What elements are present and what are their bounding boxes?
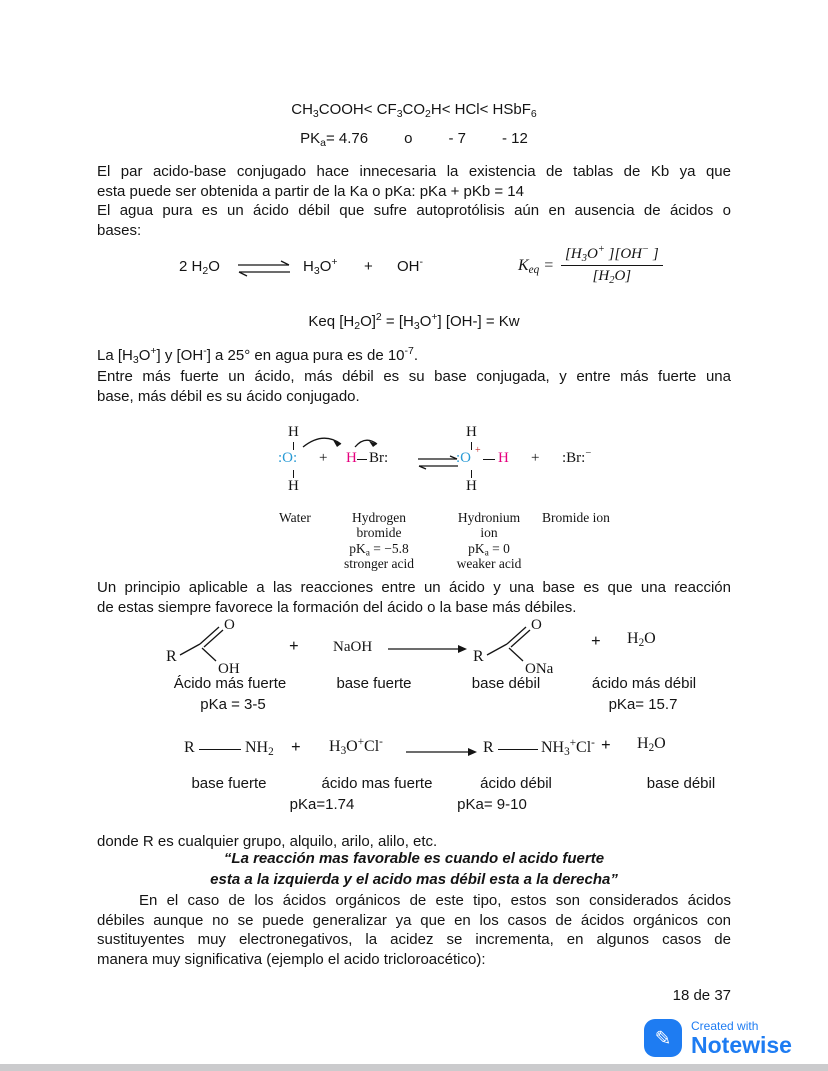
bond bbox=[293, 442, 294, 450]
plus-sign: + bbox=[591, 631, 601, 650]
pka-or: o bbox=[404, 130, 413, 147]
paragraph-principle: Un principio aplicable a las reacciones entre un ácido y una base es que una reacción de estas siempre favorece la formación del ácido o la base más débiles. bbox=[97, 579, 731, 616]
plus-sign: + bbox=[601, 735, 611, 754]
hydronium-oxygen: :O bbox=[456, 450, 471, 466]
keq-denominator: $[H_2O]$ bbox=[592, 268, 632, 286]
label-weaker-acid: ácido más débil bbox=[591, 675, 697, 692]
water-h-top: H bbox=[288, 424, 299, 440]
pka-value-hsbf6: - 12 bbox=[501, 130, 528, 147]
label-weak-acid-pka: pKa= 9-10 bbox=[457, 796, 527, 813]
keq-expression bbox=[518, 246, 663, 285]
paragraph-concentration: La $[H_3O^+]$ y [OH-] a 25° en agua pura es de $10^{-7}$. bbox=[97, 345, 419, 366]
paragraph-organic-acids: En el caso de los ácidos orgánicos de este tipo, estos son considerados ácidos débiles aunque no se puede generalizar ya que en los casos de ácidos orgánicos con sustituyentes muy electronegativos, la acidez se incrementa, en algunos casos de manera muy significativa (ejemplo el acido tricloroacético): bbox=[97, 892, 731, 968]
label-stronger-acid-pka: pKa=1.74 bbox=[289, 796, 355, 813]
r-group: R bbox=[483, 739, 494, 756]
plus-sign: + bbox=[531, 450, 540, 466]
r-group: R bbox=[184, 739, 195, 756]
quote-line1: “La reacción mas favorable es cuando el acido fuerte bbox=[223, 850, 605, 867]
reaction-arrow-icon bbox=[388, 643, 468, 655]
hydroxyl-group: OH bbox=[218, 661, 240, 676]
hydronium-chloride-formula: $H_3O^+Cl^-$ bbox=[329, 735, 383, 758]
water-formula: $H_2O$ bbox=[637, 735, 666, 755]
plus-sign: + bbox=[364, 258, 373, 275]
pencil-icon: ✎ bbox=[654, 1027, 672, 1050]
label-stronger-acid: ácido mas fuerte bbox=[321, 775, 433, 792]
positive-charge: + bbox=[475, 445, 481, 456]
hydronium-h-top: H bbox=[466, 424, 477, 440]
pka-value-hcl: - 7 bbox=[448, 130, 466, 147]
label-weak-base: base débil bbox=[646, 775, 716, 792]
label-hydronium-pka: $pK_a = 0$ bbox=[468, 541, 510, 559]
carboxylate-structure bbox=[473, 614, 577, 676]
label-weak-acid: ácido débil bbox=[480, 775, 552, 792]
water-h-bottom: H bbox=[288, 478, 299, 494]
keq-fraction bbox=[561, 246, 663, 285]
reaction-amine-acid bbox=[0, 728, 828, 820]
pka-value-acetic: $PK_a= 4.76$ bbox=[300, 130, 369, 149]
hydronium-h-right: H bbox=[498, 450, 509, 466]
bond bbox=[471, 442, 472, 450]
paragraph-autoprotolysis-intro: El agua pura es un ácido débil que sufre autoprotólisis aún en ausencia de ácidos o bases: bbox=[97, 202, 731, 239]
label-hbr-line2: bromide bbox=[356, 525, 402, 540]
bond bbox=[483, 459, 495, 460]
reaction-acid-naoh bbox=[0, 612, 828, 712]
bond bbox=[471, 470, 472, 478]
quote-line2: esta a la izquierda y el acido mas débil esta a la derecha” bbox=[210, 871, 618, 888]
negative-charge: − bbox=[585, 448, 592, 460]
label-strong-base: base fuerte bbox=[336, 675, 412, 692]
notewise-icon bbox=[644, 1019, 682, 1057]
curved-arrow-icon bbox=[352, 435, 380, 448]
hydroxide-term: OH- bbox=[397, 256, 423, 275]
hbr-bromine: Br: bbox=[369, 450, 389, 466]
r-group: R bbox=[473, 648, 484, 665]
paragraph-conjugate-pairs: El par acido-base conjugado hace innecesaria la existencia de tablas de Kb ya que esta puede ser obtenida a partir de la Ka o pKa: pKa + pKb = 14 bbox=[97, 163, 731, 200]
paragraph-r-group: donde R es cualquier grupo, alquilo, arilo, alilo, etc. bbox=[97, 833, 438, 850]
reaction-arrow-icon bbox=[406, 746, 478, 758]
water-formula: $H_2O$ bbox=[627, 630, 656, 650]
label-hydronium-line2: ion bbox=[480, 525, 498, 540]
keq-label: $K_{eq}$ = bbox=[518, 256, 555, 276]
plus-sign: + bbox=[319, 450, 328, 466]
pka-values-line bbox=[0, 130, 828, 147]
r-group: R bbox=[166, 648, 177, 665]
hbr-acidic-hydrogen: H bbox=[346, 450, 357, 466]
label-strong-base: base fuerte bbox=[191, 775, 267, 792]
label-weaker-acid-pka: pKa= 15.7 bbox=[608, 696, 678, 713]
hydronium-term: $H_3O^+$ bbox=[303, 256, 338, 277]
page-bottom-edge bbox=[0, 1064, 828, 1071]
equilibrium-arrow-icon bbox=[236, 260, 292, 278]
kw-equation: Keq $[H_2O]^2 = [H_3O^+] [OH-] = Kw$ bbox=[308, 311, 520, 332]
naoh-formula: NaOH bbox=[333, 639, 373, 655]
notewise-logo[interactable] bbox=[644, 1019, 792, 1057]
ammonium-chloride-group: $NH_3^+Cl^-$ bbox=[541, 736, 595, 759]
label-hbr-line1: Hydrogen bbox=[352, 510, 406, 525]
carboxylic-acid-structure bbox=[166, 614, 270, 676]
label-bromide: Bromide ion bbox=[542, 510, 610, 525]
water-term: 2 $H_2O$ bbox=[179, 258, 220, 277]
logo-brand-text: Notewise bbox=[691, 1032, 792, 1058]
plus-sign: + bbox=[289, 636, 299, 655]
amine-group: $NH_2$ bbox=[245, 739, 274, 759]
label-water: Water bbox=[279, 510, 311, 525]
water-oxygen: :O: bbox=[278, 450, 298, 466]
keq-numerator: [$H_3O^+$ ][OH− ] bbox=[561, 246, 663, 266]
bond bbox=[199, 749, 241, 750]
bromide-symbol: :Br: bbox=[562, 450, 586, 466]
hbr-reaction-diagram bbox=[248, 424, 658, 576]
equilibrium-arrow-icon bbox=[416, 455, 460, 471]
label-weak-base: base débil bbox=[471, 675, 541, 692]
label-stronger-acid-pka: pKa = 3-5 bbox=[200, 696, 266, 713]
curved-arrow-icon bbox=[300, 433, 346, 449]
logo-credit-text: Created with bbox=[691, 1019, 759, 1033]
bond bbox=[293, 470, 294, 478]
notewise-text bbox=[691, 1019, 792, 1057]
label-hydronium-note: weaker acid bbox=[456, 556, 522, 571]
acid-strength-series: $CH_3COOH< CF_3CO_2H< HCl<$ HSbF$_6$ bbox=[291, 101, 537, 120]
paragraph-stronger-weaker: Entre más fuerte un ácido, más débil es su base conjugada, y entre más fuerte una base, más débil es su ácido conjugado. bbox=[97, 368, 731, 405]
carbonyl-oxygen: O bbox=[531, 617, 542, 633]
label-hydronium-line1: Hydronium bbox=[457, 510, 521, 525]
autoprotolysis-equation bbox=[0, 244, 828, 302]
label-hbr-note: stronger acid bbox=[343, 556, 415, 571]
carbonyl-oxygen: O bbox=[224, 617, 235, 633]
bond bbox=[498, 749, 538, 750]
bond bbox=[357, 459, 367, 460]
sodium-carboxylate-group: ONa bbox=[525, 661, 554, 676]
label-stronger-acid: Ácido más fuerte bbox=[173, 675, 287, 692]
hydronium-h-bottom: H bbox=[466, 478, 477, 494]
plus-sign: + bbox=[291, 737, 301, 756]
bromide-ion bbox=[562, 450, 591, 467]
label-hbr-pka: $pK_a = -5.8$ bbox=[349, 541, 409, 559]
page-number: 18 de 37 bbox=[672, 987, 731, 1004]
